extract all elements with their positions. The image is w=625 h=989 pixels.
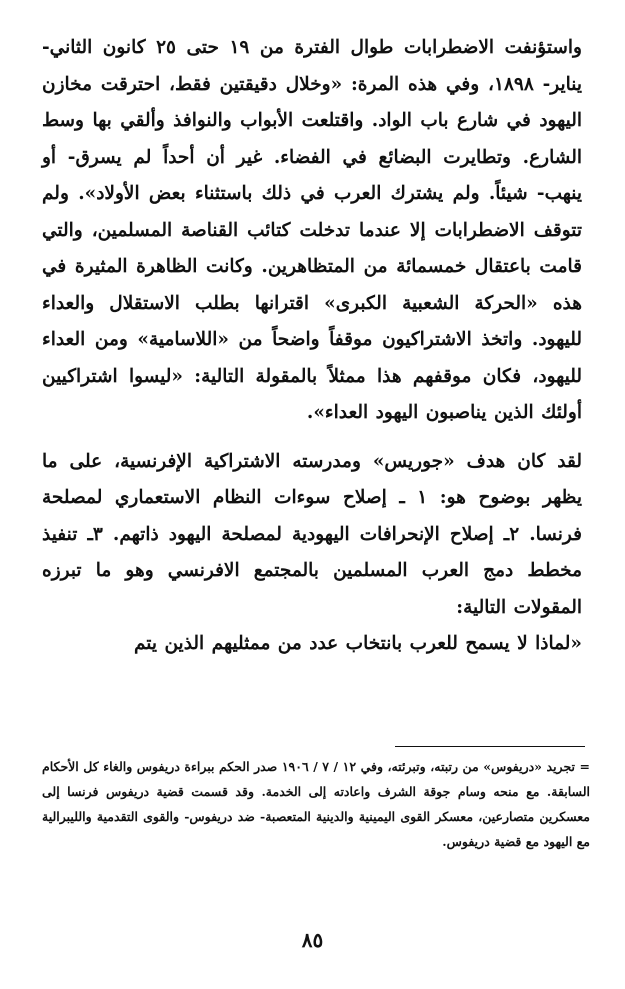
footnote-divider	[395, 746, 585, 747]
footnote-text: = تجريد «دريفوس» من رتبته، وتبرئته، وفي ١٢ / ٧ / ١٩٠٦ صدر الحكم ببراءة دريفوس والغاء كل الأحكام السابقة. مع منحه وسام جوقة الشرف واعادته إلى الخدمة. وقد قسمت قضية دريفوس فرنسا إلى معسكرين متصارعين، معسكر القوى اليمينية والدينية المتعصبة- ضد دريفوس- والقوى التقدمية والليبرالية مع اليهود مع قضية دريفوس.	[42, 759, 590, 849]
paragraph: لقد كان هدف «جوريس» ومدرسته الاشتراكية الإفرنسية، على ما يظهر بوضوح هو: ١ ـ إصلاح سوءات النظام الاستعماري لمصلحة فرنسا. ٢ـ إصلاح الإنحرافات اليهودية لمصلحة اليهود ذاتهم. ٣ـ تنفيذ مخطط دمج العرب المسلمين بالمجتمع الافرنسي وهو ما تبرزه المقولات التالية:	[42, 450, 582, 618]
main-text	[42, 30, 582, 663]
paragraph: واستؤنفت الاضطرابات طوال الفترة من ١٩ حتى ٢٥ كانون الثاني- يناير- ١٨٩٨، وفي هذه المرة: «وخلال دقيقتين فقط، احترقت مخازن اليهود في شارع باب الواد. واقتلعت الأبواب والنوافذ وألقي بها وسط الشارع. وتطايرت البضائع في الفضاء. غير أن أحداً لم يسرق- أو ينهب- شيئاً. ولم يشترك العرب في ذلك باستثناء بعض الأولاد». ولم تتوقف الاضطرابات إلا عندما تدخلت كتائب القناصة المسلمين، والتي قامت باعتقال خمسمائة من المتظاهرين. وكانت الظاهرة المثيرة في هذه «الحركة الشعبية الكبرى» اقترانها بطلب الاستقلال والعداء لليهود. واتخذ الاشتراكيون موقفاً واضحاً من «اللاسامية» ومن العداء لليهود، فكان موقفهم هذا ممثلاً بالمقولة التالية: «ليسوا اشتراكيين أولئك الذين يناصبون اليهود العداء».	[42, 37, 583, 423]
paragraph: «لماذا لا يسمح للعرب بانتخاب عدد من ممثليهم الذين يتم	[133, 633, 582, 654]
footnote	[42, 754, 590, 854]
page-number: ٨٥	[301, 928, 324, 952]
